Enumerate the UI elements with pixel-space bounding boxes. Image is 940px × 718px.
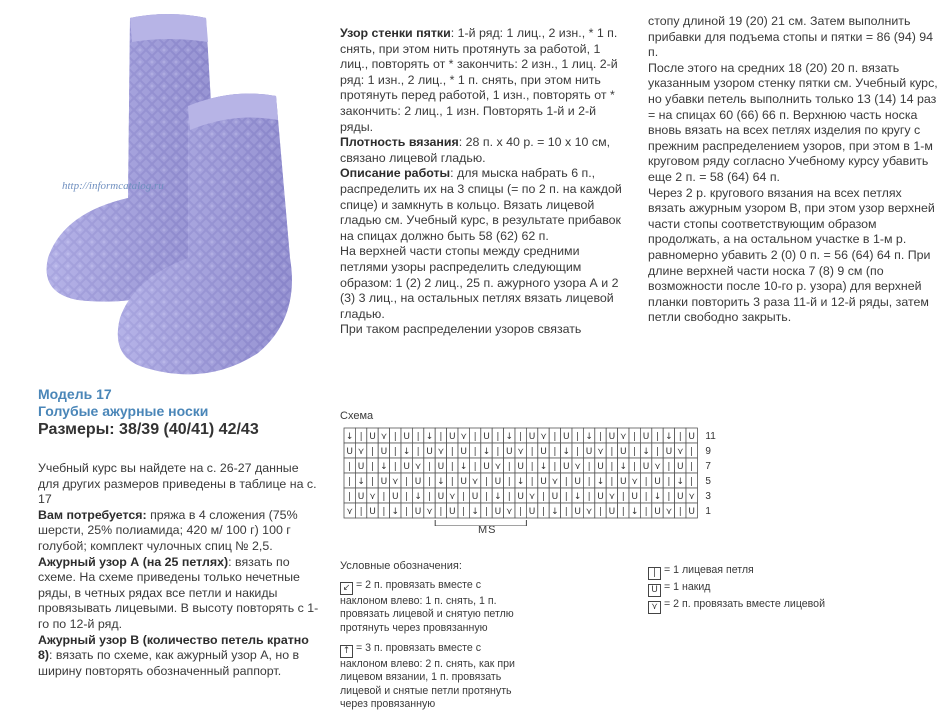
stitch-symbol: | — [667, 477, 671, 487]
stitch-symbol: ⋎ — [414, 462, 422, 472]
stitch-symbol: | — [507, 477, 511, 487]
stitch-symbol: | — [393, 447, 397, 457]
row-number: 9 — [705, 446, 711, 457]
model-number: Модель 17 — [38, 386, 112, 402]
stitch-symbol: ⋎ — [392, 477, 399, 487]
arrow-up-icon: ↑ — [340, 645, 353, 658]
stitch-symbol: | — [450, 447, 454, 457]
stitch-symbol: U — [642, 432, 650, 442]
stitch-symbol: U — [426, 447, 433, 457]
row-number: 3 — [705, 491, 711, 502]
stitch-symbol: ⋎ — [551, 477, 559, 487]
stitch-symbol: | — [587, 462, 591, 472]
stitch-symbol: ↓ — [539, 462, 548, 472]
desc-text: : для мыска набрать 6 п., распределить их на 3 спицы (= по 2 п. на каждой спице) и замкнуть в кольцо. Вязать лицевой гладью см. Учебный курс, в результате прибавок на спицах должно быть 58 (62) 62 п. — [340, 166, 622, 243]
stitch-symbol: U — [483, 462, 490, 472]
stitch-symbol: | — [587, 492, 591, 502]
stitch-symbol: U — [677, 462, 684, 472]
stitch-symbol: | — [667, 462, 671, 472]
stitch-symbol: | — [416, 447, 420, 457]
stitch-symbol: ⋎ — [380, 432, 388, 442]
stitch-symbol: ⋎ — [528, 492, 536, 502]
stitch-symbol: ⋎ — [506, 507, 513, 517]
density-text: : 28 п. х 40 р. = 10 х 10 см, связано лицевой гладью. — [340, 135, 611, 165]
stitch-symbol: ↓ — [505, 432, 514, 442]
stitch-symbol: | — [519, 432, 523, 442]
stitch-symbol: | — [564, 492, 568, 502]
desc-label: Описание работы — [340, 166, 451, 181]
stitch-symbol: ↓ — [665, 432, 673, 442]
scheme-grid — [340, 426, 740, 526]
legend-right-1-text: = 1 лицевая петля — [664, 564, 754, 576]
stitch-symbol: U — [608, 432, 616, 442]
stitch-symbol: | — [348, 462, 352, 472]
stitch-symbol: | — [644, 477, 648, 487]
legend-left-1 — [340, 579, 530, 635]
stitch-symbol: ⋎ — [357, 447, 365, 457]
stitch-symbol: | — [655, 447, 660, 457]
legend-right-1 — [648, 564, 848, 580]
stitch-symbol: | — [473, 462, 477, 472]
stitch-symbol: | — [690, 462, 694, 472]
stitch-symbol: | — [427, 477, 432, 487]
materials-paragraph — [38, 508, 322, 555]
stitch-symbol: | — [530, 447, 534, 457]
stitch-symbol: ↓ — [585, 432, 593, 442]
k2tog-icon: ⋎ — [648, 601, 661, 614]
legend-right-3 — [648, 598, 848, 614]
stitch-symbol: U — [403, 432, 410, 442]
stitch-symbol: | — [348, 477, 352, 487]
stitch-symbol: | — [564, 477, 568, 487]
stitch-symbol: | — [473, 432, 477, 442]
stitch-symbol: U — [392, 492, 399, 502]
knit-stitch-icon: | — [648, 567, 661, 580]
stitch-symbol: ⋎ — [654, 462, 661, 472]
stitch-symbol: | — [690, 477, 694, 487]
stitch-symbol: | — [473, 447, 477, 457]
legend-right-3-text: = 2 п. провязать вместе лицевой — [664, 598, 825, 610]
legend-title: Условные обозначения: — [340, 560, 462, 572]
stitch-symbol: | — [382, 507, 386, 517]
stitch-symbol: ⋎ — [426, 507, 433, 517]
stitch-symbol: ⋎ — [460, 432, 467, 442]
stitch-symbol: U — [369, 507, 376, 517]
materials-text: пряжа в 4 сложения (75% шерсти, 25% полиамида; 420 м/ 100 г) 100 г голубой; комплект чулочных спиц № 2,5. — [38, 507, 298, 553]
legend-right-2-text: = 1 накид — [664, 581, 711, 593]
stitch-symbol: ↓ — [630, 507, 639, 517]
stitch-symbol: | — [610, 477, 614, 487]
watermark: http://informcatalog.ru — [62, 180, 164, 192]
stitch-symbol: U — [597, 492, 604, 502]
stitch-symbol: U — [506, 447, 513, 457]
stitch-symbol: U — [380, 477, 388, 487]
stitch-symbol: U — [460, 447, 467, 457]
stitch-symbol: U — [494, 477, 502, 487]
stitch-symbol: | — [644, 507, 648, 517]
pattern-b-paragraph — [38, 633, 322, 680]
stitch-symbol: | — [564, 507, 568, 517]
stitch-symbol: ↓ — [573, 492, 582, 502]
stitch-symbol: | — [359, 507, 363, 517]
stitch-symbol: ⋎ — [437, 447, 445, 457]
stitch-symbol: ↓ — [357, 477, 365, 487]
scheme-label: Схема — [340, 410, 374, 422]
column-2 — [340, 26, 630, 338]
stitch-symbol: | — [496, 432, 500, 442]
stitch-symbol: ⋎ — [665, 507, 673, 517]
legend-left-1-text: = 2 п. провязать вместе с наклоном влево: 1 п. снять, 1 п. провязать лицевой и снятую петлю протянуть через провязанную — [340, 579, 514, 634]
stitch-symbol: U — [517, 462, 524, 472]
stitch-symbol: | — [416, 432, 420, 442]
stitch-symbol: | — [576, 432, 580, 442]
stitch-symbol: | — [382, 492, 386, 502]
stitch-symbol: ↓ — [482, 447, 491, 457]
heel-text: : 1-й ряд: 1 лиц., 2 изн., * 1 п. снять, при этом нить протянуть за работой, 1 лиц., повторять от * закончить: 2 изн., 1 лиц. 2-й ряд: 1 изн., 2 лиц., * 1 п. снять, при этом нить протянуть перед работой, 1 изн., повторять от * закончить: 2 лиц., 1 изн. Повторять 1-й и 2-й ряды. — [340, 26, 618, 134]
stitch-symbol: U — [620, 447, 627, 457]
stitch-symbol: ↓ — [676, 477, 685, 487]
stitch-symbol: U — [642, 462, 650, 472]
stitch-symbol: | — [370, 477, 375, 487]
pattern-a-paragraph — [38, 555, 322, 633]
stitch-symbol: ⋎ — [494, 462, 502, 472]
stitch-symbol: ⋎ — [517, 447, 524, 457]
stitch-symbol: ⋎ — [608, 492, 616, 502]
density-paragraph — [340, 135, 630, 166]
legend-left-2-text: = 3 п. провязать вместе с наклоном влево: 2 п. снять, как при лицевом вязании, 1 п. провязать лицевой и снятые петли протянуть через провязанную — [340, 642, 515, 711]
yarn-over-icon: U — [648, 584, 661, 597]
stitch-symbol: U — [357, 492, 365, 502]
legend-left-2 — [340, 642, 530, 712]
stitch-symbol: U — [471, 492, 479, 502]
stitch-symbol: U — [494, 507, 502, 517]
row-number: 11 — [705, 431, 716, 442]
stitch-symbol: U — [608, 507, 616, 517]
stitch-symbol: | — [633, 462, 637, 472]
stitch-symbol: ↓ — [414, 492, 422, 502]
stitch-symbol: ↓ — [653, 492, 662, 502]
heel-paragraph — [340, 26, 630, 135]
stitch-symbol: U — [483, 432, 490, 442]
stitch-symbol: | — [484, 477, 489, 487]
stitch-symbol: | — [405, 492, 409, 502]
pattern-a-label: Ажурный узор А (на 25 петлях) — [38, 554, 229, 569]
stitch-symbol: | — [405, 507, 409, 517]
pattern-a-text: : вязать по схеме. На схеме приведены только нечетные ряды, в четных рядах все петли и накиды провязывать лицевыми. В высоту повторять с 1-го по 12-й ряд. — [38, 554, 319, 631]
stitch-symbol: | — [484, 492, 489, 502]
stitch-symbol: | — [439, 507, 443, 517]
stitch-symbol: U — [654, 507, 661, 517]
stitch-symbol: ↓ — [551, 507, 559, 517]
stitch-symbol: | — [541, 507, 546, 517]
stitch-symbol: | — [587, 477, 591, 487]
stitch-symbol: | — [633, 447, 637, 457]
stitch-symbol: | — [553, 432, 557, 442]
column-3 — [648, 14, 938, 326]
stitch-symbol: ⋎ — [631, 477, 638, 487]
stitch-symbol: | — [405, 477, 409, 487]
stitch-symbol: | — [678, 507, 682, 517]
materials-label: Вам потребуется: — [38, 507, 147, 522]
stitch-symbol: U — [563, 462, 570, 472]
stitch-symbol: ⋎ — [540, 432, 547, 442]
stitch-symbol: | — [621, 507, 625, 517]
stitch-symbol: | — [427, 492, 432, 502]
stitch-symbol: U — [597, 462, 604, 472]
col2-paragraph-2: На верхней части стопы между средними петлями узоры распределить следующим образом: 1 (2) 2 лиц., 25 п. ажурного узора А и 2 (3) 3 лиц., на остальных петлях вязать лицевой гладью. — [340, 244, 619, 321]
stitch-symbol: | — [690, 447, 694, 457]
desc-paragraph — [340, 166, 630, 244]
stitch-symbol: | — [462, 507, 466, 517]
model-sizes: Размеры: 38/39 (40/41) 42/43 — [38, 421, 259, 438]
stitch-symbol: | — [576, 447, 580, 457]
stitch-symbol: ↓ — [642, 447, 650, 457]
stitch-symbol: U — [540, 447, 547, 457]
stitch-symbol: | — [553, 462, 557, 472]
stitch-symbol: U — [677, 492, 684, 502]
stitch-symbol: ↓ — [619, 462, 628, 472]
stitch-symbol: | — [655, 432, 660, 442]
row-number: 7 — [705, 461, 711, 472]
stitch-symbol: U — [688, 432, 695, 442]
stitch-symbol: ↓ — [437, 477, 445, 487]
legend-right-2 — [648, 581, 848, 597]
col3-paragraph-2: После этого на средних 18 (20) 20 п. вязать указанным узором стенку пятки см. Учебный курс, но убавки петель выполнить только 13 (14) 14 раз = на спицах 60 (66) 66 п. Верхнюю часть носка вновь вязать на всех петлях изделия по кругу с прежним распределением узоров, при этом в 1-м круговом ряду согласно Учебному курсу убавить еще 2 п. = 58 (64) 64 п. — [648, 60, 938, 184]
stitch-symbol: | — [553, 447, 557, 457]
stitch-symbol: | — [370, 462, 375, 472]
col3-paragraph-1: стопу длиной 19 (20) 21 см. Затем выполнить прибавки для подъема стопы и пятки = 86 (94) 94 п. — [648, 14, 934, 60]
stitch-symbol: | — [678, 432, 682, 442]
stitch-symbol: U — [403, 462, 410, 472]
stitch-symbol: ↓ — [562, 447, 571, 457]
stitch-symbol: | — [393, 462, 397, 472]
stitch-symbol: | — [633, 432, 637, 442]
pattern-b-label: Ажурный узор В (количество петель кратно 8) — [38, 632, 309, 663]
stitch-symbol: U — [437, 492, 445, 502]
stitch-symbol: ⋎ — [585, 507, 593, 517]
stitch-symbol: | — [610, 447, 614, 457]
stitch-symbol: | — [427, 462, 432, 472]
stitch-symbol: | — [370, 447, 375, 457]
stitch-symbol: | — [484, 507, 489, 517]
stitch-symbol: ⋎ — [369, 492, 376, 502]
stitch-symbol: U — [437, 462, 445, 472]
stitch-symbol: U — [540, 477, 547, 487]
stitch-symbol: U — [574, 477, 581, 487]
stitch-symbol: ↓ — [471, 507, 479, 517]
stitch-symbol: | — [439, 432, 443, 442]
stitch-symbol: U — [449, 432, 456, 442]
stitch-symbol: | — [450, 462, 454, 472]
stitch-symbol: U — [380, 447, 388, 457]
stitch-symbol: | — [507, 492, 511, 502]
stitch-symbol: | — [621, 492, 625, 502]
stitch-symbol: | — [530, 477, 534, 487]
stitch-symbol: U — [414, 477, 422, 487]
stitch-symbol: U — [654, 477, 661, 487]
stitch-symbol: | — [598, 432, 603, 442]
stitch-symbol: ⋎ — [677, 447, 684, 457]
column-1 — [38, 461, 322, 679]
stitch-symbol: U — [346, 447, 353, 457]
stitch-symbol: ⋎ — [346, 507, 353, 517]
stitch-symbol: ↓ — [380, 462, 388, 472]
col3-paragraph-3: Через 2 р. кругового вязания на всех петлях вязать ажурным узором В, при этом узор верхней части стопы соответствующим образом продолжать, а на остальном участке в 1-м р. равномерно убавить 2 (0) 0 п. = 56 (64) 64 п. При длине верхней части носка 7 (8) 9 см (по возможности после 10-го р. узора) для верхней планки повторить 3 раза 11-й и 12-й ряды, затем петли свободно закрыть. — [648, 185, 935, 325]
stitch-symbol: U — [665, 447, 673, 457]
arrow-left-icon: ↙ — [340, 582, 353, 595]
stitch-symbol: U — [585, 447, 593, 457]
stitch-symbol: U — [414, 507, 422, 517]
stitch-symbol: | — [348, 492, 352, 502]
stitch-symbol: | — [359, 432, 363, 442]
stitch-symbol: U — [369, 432, 376, 442]
stitch-symbol: | — [519, 507, 523, 517]
row-number: 1 — [705, 506, 711, 517]
stitch-symbol: U — [528, 507, 536, 517]
stitch-symbol: ⋎ — [574, 462, 581, 472]
heel-label: Узор стенки пятки — [340, 26, 451, 40]
stitch-symbol: | — [598, 507, 603, 517]
stitch-symbol: ↓ — [425, 432, 434, 442]
stitch-symbol: | — [644, 492, 648, 502]
stitch-symbol: ⋎ — [688, 492, 695, 502]
stitch-symbol: ⋎ — [449, 492, 456, 502]
stitch-symbol: | — [393, 432, 397, 442]
model-title: Голубые ажурные носки — [38, 403, 209, 419]
socks-photo — [38, 8, 328, 380]
stitch-symbol: U — [631, 492, 638, 502]
stitch-symbol: U — [551, 492, 559, 502]
stitch-symbol: | — [530, 462, 534, 472]
stitch-symbol: ↓ — [596, 477, 605, 487]
density-label: Плотность вязания — [340, 135, 459, 150]
intro-text: Учебный курс вы найдете на с. 26-27 данные для других размеров приведены в таблице на с. 17 — [38, 461, 317, 507]
stitch-symbol: ↓ — [516, 477, 525, 487]
stitch-symbol: | — [610, 462, 614, 472]
pattern-b-text: : вязать по схеме, как ажурный узор А, но в ширину повторять обозначенный раппорт. — [38, 648, 300, 678]
stitch-symbol: U — [449, 507, 456, 517]
stitch-symbol: U — [528, 432, 536, 442]
stitch-symbol: U — [574, 507, 581, 517]
stitch-symbol: | — [462, 492, 466, 502]
col2-paragraph-3: При таком распределении узоров связать — [340, 322, 582, 337]
stitch-symbol: ↓ — [494, 492, 502, 502]
stitch-symbol: U — [688, 507, 695, 517]
stitch-symbol: | — [450, 477, 454, 487]
stitch-symbol: ⋎ — [620, 432, 627, 442]
stitch-symbol: U — [517, 492, 524, 502]
stitch-symbol: | — [541, 492, 546, 502]
stitch-symbol: U — [460, 477, 467, 487]
stitch-symbol: U — [563, 432, 570, 442]
stitch-symbol: ↓ — [345, 432, 354, 442]
stitch-symbol: | — [496, 447, 500, 457]
stitch-symbol: ↓ — [402, 447, 411, 457]
stitch-symbol: ↓ — [391, 507, 400, 517]
stitch-symbol: ↓ — [459, 462, 468, 472]
stitch-symbol: U — [620, 477, 627, 487]
row-number: 5 — [705, 476, 711, 487]
stitch-symbol: | — [667, 492, 671, 502]
stitch-symbol: | — [507, 462, 511, 472]
ms-marker: MS — [478, 524, 497, 536]
stitch-symbol: U — [357, 462, 365, 472]
stitch-symbol: ⋎ — [597, 447, 604, 457]
stitch-symbol: ⋎ — [471, 477, 479, 487]
